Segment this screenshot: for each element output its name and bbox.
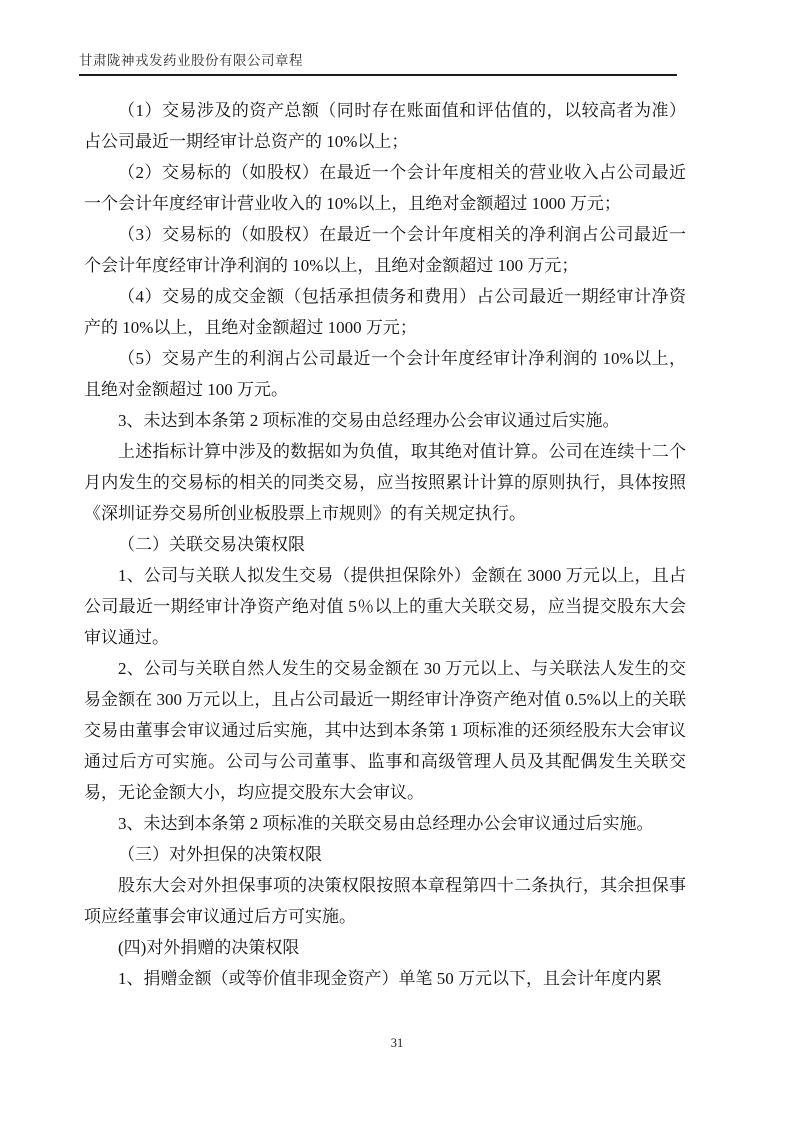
section-heading-related-transactions: （二）关联交易决策权限 xyxy=(118,535,305,554)
paragraph-item-4: （4）交易的成交金额（包括承担债务和费用）占公司最近一期经审计净资产的 10%以上，且绝对金额超过 1000 万元； xyxy=(84,287,686,337)
paragraph-item-2: （2）交易标的（如股权）在最近一个会计年度相关的营业收入占公司最近一个会计年度经审计营业收入的 10%以上，且绝对金额超过 1000 万元； xyxy=(84,163,686,213)
paragraph-item-1: （1）交易涉及的资产总额（同时存在账面值和评估值的，以较高者为准）占公司最近一期经审计总资产的 10%以上； xyxy=(84,101,686,151)
page-number: 31 xyxy=(390,1036,404,1050)
paragraph-item-3: （3）交易标的（如股权）在最近一个会计年度相关的净利润占公司最近一个会计年度经审计净利润的 10%以上，且绝对金额超过 100 万元； xyxy=(84,225,686,275)
header-title: 甘肃陇神戎发药业股份有限公司章程 xyxy=(79,53,303,68)
paragraph-related-clause-3: 3、未达到本条第 2 项标准的关联交易由总经理办公会审议通过后实施。 xyxy=(118,814,654,833)
paragraph-item-5: （5）交易产生的利润占公司最近一个会计年度经审计净利润的 10%以上，且绝对金额超过 100 万元。 xyxy=(84,349,686,399)
section-heading-external-donation: (四)对外捐赠的决策权限 xyxy=(118,938,300,957)
page-footer xyxy=(0,1035,794,1051)
section-heading-external-guarantee: （三）对外担保的决策权限 xyxy=(118,845,322,864)
paragraph-indicator-calculation: 上述指标计算中涉及的数据如为负值，取其绝对值计算。公司在连续十二个月内发生的交易标的相关的同类交易，应当按照累计计算的原则执行，具体按照《深圳证券交易所创业板股票上市规则》的有关规定执行。 xyxy=(84,442,686,523)
paragraph-guarantee-authority: 股东大会对外担保事项的决策权限按照本章程第四十二条执行，其余担保事项应经董事会审议通过后方可实施。 xyxy=(84,876,686,926)
paragraph-clause-3-transactions: 3、未达到本条第 2 项标准的交易由总经理办公会审议通过后实施。 xyxy=(118,411,620,430)
page-header xyxy=(79,52,677,76)
paragraph-related-clause-1: 1、公司与关联人拟发生交易（提供担保除外）金额在 3000 万元以上，且占公司最近一期经审计净资产绝对值 5％以上的重大关联交易，应当提交股东大会审议通过。 xyxy=(84,566,686,647)
document-body xyxy=(84,95,686,994)
paragraph-donation-clause-1: 1、捐赠金额（或等价值非现金资产）单笔 50 万元以下，且会计年度内累 xyxy=(118,969,662,988)
paragraph-related-clause-2: 2、公司与关联自然人发生的交易金额在 30 万元以上、与关联法人发生的交易金额在 300 万元以上，且占公司最近一期经审计净资产绝对值 0.5%以上的关联交易由董事会审议通过后实施，其中达到本条第 1 项标准的还须经股东大会审议通过后方可实施。公司与公司董事、监事和高级管理人员及其配偶发生关联交易，无论金额大小，均应提交股东大会审议。 xyxy=(84,659,686,802)
